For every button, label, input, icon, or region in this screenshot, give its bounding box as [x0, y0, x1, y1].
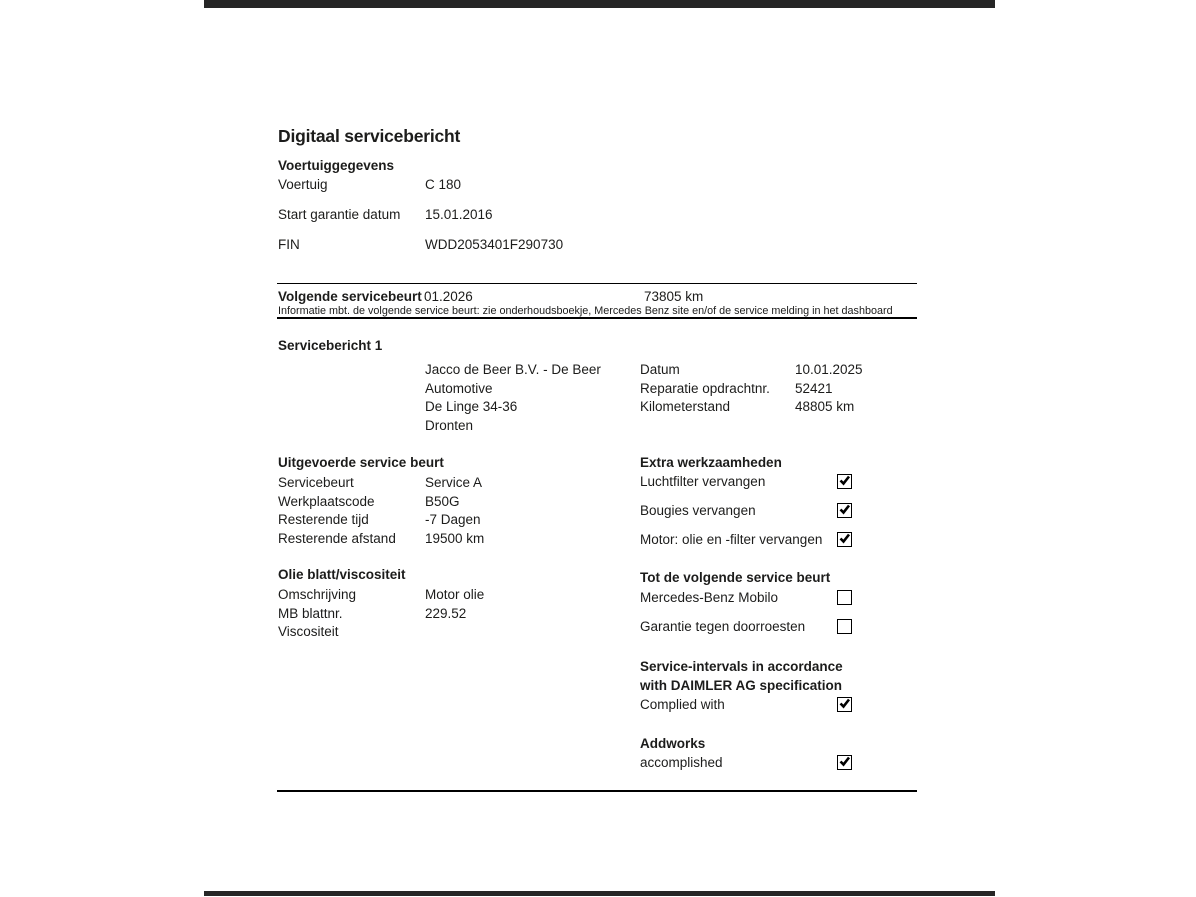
- extra-work-item: [640, 474, 852, 489]
- addworks-item: [640, 755, 852, 770]
- extra-work-item: [640, 532, 852, 547]
- vehicle-row: [278, 208, 678, 222]
- checkmark-icon: [838, 503, 851, 516]
- performed-row: [278, 474, 618, 493]
- remaining-distance-label: Resterende afstand: [278, 531, 396, 547]
- mb-sheet-value: 229.52: [425, 605, 467, 621]
- service-type-label: Servicebeurt: [278, 475, 354, 490]
- next-service-note: Informatie mbt. de volgende service beurt: zie onderhoudsboekje, Mercedes Benz site en/of de service melding in het dashboard: [278, 305, 893, 317]
- detail-row: [640, 398, 863, 417]
- repair-order-value: 52421: [795, 380, 833, 396]
- section-oil: [278, 567, 618, 642]
- oil-heading: Olie blatt/viscositeit: [278, 567, 406, 582]
- service-message-heading: Servicebericht 1: [278, 338, 383, 353]
- addworks-heading: Addworks: [640, 736, 706, 751]
- workshop-code-value: B50G: [425, 493, 460, 509]
- performed-row: [278, 493, 618, 512]
- until-next-service-heading: Tot de volgende service beurt: [640, 570, 831, 585]
- page-bottom-bar: [204, 891, 995, 896]
- odometer-label: Kilometerstand: [640, 399, 731, 415]
- section-until-next-service: [640, 570, 852, 648]
- warranty-start-label: Start garantie datum: [278, 207, 401, 222]
- air-filter-label: Luchtfilter vervangen: [640, 473, 766, 489]
- fin-label: FIN: [278, 237, 300, 252]
- air-filter-checkbox: [837, 474, 852, 489]
- mobilo-checkbox: [837, 590, 852, 605]
- viscosity-label: Viscositeit: [278, 624, 339, 640]
- oil-row: [278, 586, 618, 605]
- performed-row: [278, 511, 618, 530]
- oil-description-label: Omschrijving: [278, 587, 357, 602]
- dealer-line: De Linge 34-36: [425, 399, 518, 415]
- section-vehicle: [278, 158, 678, 268]
- mb-sheet-label: MB blattnr.: [278, 605, 343, 621]
- detail-row: [640, 380, 863, 399]
- dealer-line: Jacco de Beer B.V. - De Beer: [425, 362, 601, 377]
- engine-oil-filter-checkbox: [837, 532, 852, 547]
- complied-with-checkbox: [837, 697, 852, 712]
- section-extra-work: [640, 455, 852, 561]
- warranty-start-value: 15.01.2016: [425, 207, 493, 222]
- mobilo-label: Mercedes-Benz Mobilo: [640, 589, 779, 605]
- detail-row: [640, 361, 863, 380]
- engine-oil-filter-label: Motor: olie en -filter vervangen: [640, 531, 823, 547]
- section-next-service: [278, 289, 918, 304]
- checkmark-icon: [838, 697, 851, 710]
- fin-value: WDD2053401F290730: [425, 237, 564, 252]
- section-performed-service: [278, 455, 618, 549]
- service-type-value: Service A: [425, 475, 483, 490]
- checkmark-icon: [838, 474, 851, 487]
- spark-plugs-checkbox: [837, 503, 852, 518]
- workshop-code-label: Werkplaatscode: [278, 493, 375, 509]
- section-service-intervals: [640, 658, 872, 726]
- remaining-time-value: -7 Dagen: [425, 512, 481, 528]
- date-label: Datum: [640, 362, 680, 377]
- checkmark-icon: [838, 532, 851, 545]
- date-value: 10.01.2025: [795, 362, 863, 377]
- service-message-details: [640, 361, 863, 436]
- dealer-line: Automotive: [425, 380, 493, 396]
- until-next-item: [640, 590, 852, 605]
- divider: [277, 283, 917, 284]
- rust-warranty-label: Garantie tegen doorroesten: [640, 618, 806, 634]
- spark-plugs-label: Bougies vervangen: [640, 502, 756, 518]
- oil-row: [278, 623, 618, 642]
- divider: [277, 790, 917, 792]
- vehicle-value: C 180: [425, 177, 462, 192]
- performed-row: [278, 530, 618, 549]
- vehicle-row: [278, 238, 678, 252]
- checkmark-icon: [838, 755, 851, 768]
- complied-with-label: Complied with: [640, 696, 725, 712]
- section-addworks: [640, 736, 852, 784]
- next-service-distance: 73805 km: [644, 289, 704, 304]
- oil-description-value: Motor olie: [425, 587, 485, 602]
- page-title: Digitaal servicebericht: [278, 126, 461, 146]
- remaining-time-label: Resterende tijd: [278, 512, 369, 528]
- vehicle-row: [278, 178, 678, 192]
- service-message-block: [425, 361, 917, 436]
- performed-service-heading: Uitgevoerde service beurt: [278, 455, 444, 470]
- extra-work-heading: Extra werkzaamheden: [640, 455, 782, 470]
- next-service-heading: Volgende servicebeurt: [278, 289, 422, 304]
- vehicle-label: Voertuig: [278, 177, 328, 192]
- oil-row: [278, 605, 618, 624]
- remaining-distance-value: 19500 km: [425, 531, 485, 547]
- next-service-date: 01.2026: [424, 289, 473, 304]
- service-intervals-heading: Service-intervals in accordance with DAIMLER AG specification: [640, 659, 843, 693]
- page-top-bar: [204, 0, 995, 8]
- extra-work-item: [640, 503, 852, 518]
- odometer-value: 48805 km: [795, 399, 855, 415]
- divider: [277, 317, 917, 319]
- service-intervals-item: [640, 697, 852, 712]
- repair-order-label: Reparatie opdrachtnr.: [640, 380, 770, 396]
- until-next-item: [640, 619, 852, 634]
- accomplished-label: accomplished: [640, 754, 723, 770]
- dealer-address: [425, 361, 640, 436]
- dealer-line: Dronten: [425, 418, 474, 434]
- rust-warranty-checkbox: [837, 619, 852, 634]
- accomplished-checkbox: [837, 755, 852, 770]
- vehicle-heading: Voertuiggegevens: [278, 158, 395, 173]
